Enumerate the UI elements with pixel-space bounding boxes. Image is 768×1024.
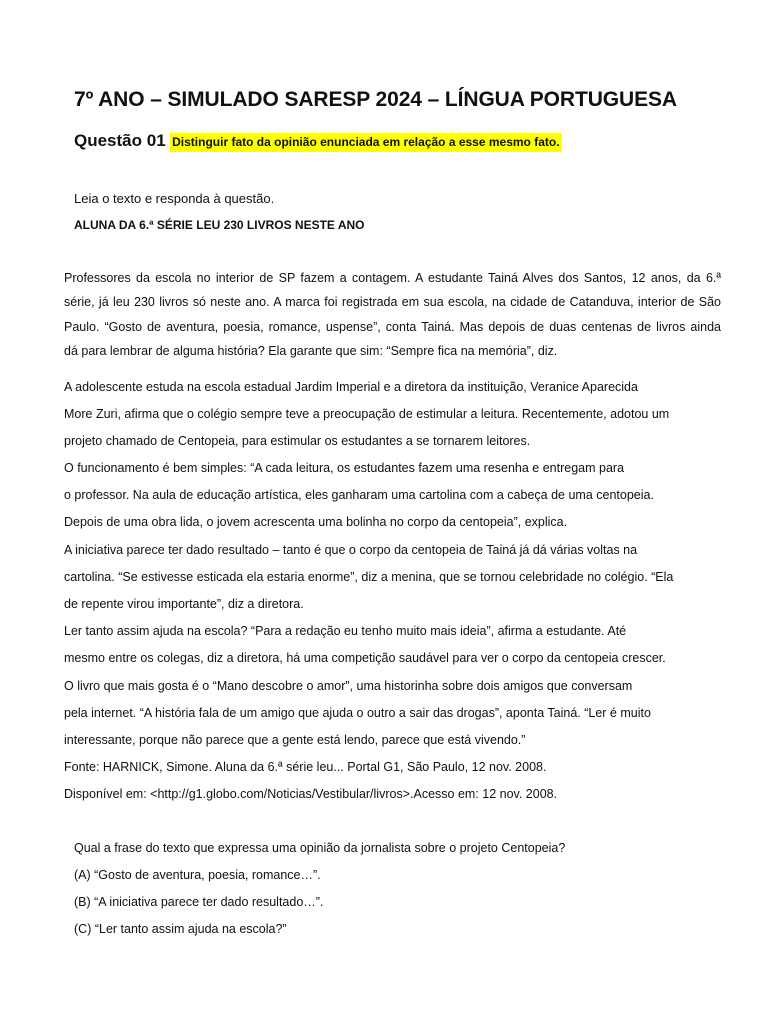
paragraph-line: Professores da escola no interior de SP fazem a contagem. A estudante Tainá Alves dos Santos, 12 anos, da 6.ª — [64, 271, 721, 285]
question-number: Questão 01 — [74, 131, 166, 150]
source-url: Disponível em: <http://g1.globo.com/Noticias/Vestibular/livros>.Acesso em: 12 nov. 2008. — [64, 787, 558, 801]
body-line: Ler tanto assim ajuda na escola? “Para a redação eu tenho muito mais ideia”, afirma a estudante. Até — [64, 624, 627, 638]
skill-highlight: Distinguir fato da opinião enunciada em relação a esse mesmo fato. — [170, 133, 561, 152]
body-line: interessante, porque não parece que a gente está lendo, parece que está vivendo.” — [64, 733, 526, 747]
body-line: Depois de uma obra lida, o jovem acrescenta uma bolinha no corpo da centopeia”, explica. — [64, 515, 568, 529]
page-title: 7º ANO – SIMULADO SARESP 2024 – LÍNGUA PORTUGUESA — [74, 88, 677, 111]
body-line: mesmo entre os colegas, diz a diretora, há uma competição saudável para ver o corpo da centopeia crescer. — [64, 651, 666, 665]
source-citation: Fonte: HARNICK, Simone. Aluna da 6.ª série leu... Portal G1, São Paulo, 12 nov. 2008. — [64, 760, 547, 774]
body-line: pela internet. “A história fala de um amigo que ajuda o outro a sair das drogas”, aponta Tainá. “Ler é muito — [64, 706, 651, 720]
body-line: More Zuri, afirma que o colégio sempre teve a preocupação de estimular a leitura. Recentemente, adotou um — [64, 407, 670, 421]
option-c: (C) “Ler tanto assim ajuda na escola?” — [74, 922, 287, 936]
instructions: Leia o texto e responda à questão. — [74, 191, 275, 206]
option-a: (A) “Gosto de aventura, poesia, romance…”. — [74, 868, 321, 882]
question-header — [74, 131, 562, 151]
body-line: o professor. Na aula de educação artística, eles ganharam uma cartolina com a cabeça de uma centopeia. — [64, 488, 654, 502]
body-line: O livro que mais gosta é o “Mano descobre o amor”, uma historinha sobre dois amigos que conversam — [64, 679, 633, 693]
body-line: de repente virou importante”, diz a diretora. — [64, 597, 304, 611]
body-line: A adolescente estuda na escola estadual Jardim Imperial e a diretora da instituição, Veranice Aparecida — [64, 380, 638, 394]
article-headline: ALUNA DA 6.ª SÉRIE LEU 230 LIVROS NESTE ANO — [74, 218, 365, 232]
body-line: cartolina. “Se estivesse esticada ela estaria enorme”, diz a menina, que se tornou celebridade no colégio. “Ela — [64, 570, 674, 584]
paragraph-line: dá para lembrar de alguma história? Ela garante que sim: “Sempre fica na memória”, diz. — [64, 344, 558, 358]
paragraph-line: Paulo. “Gosto de aventura, poesia, romance, uspense”, conta Tainá. Mas depois de duas centenas de livros ainda — [64, 320, 721, 334]
body-line: O funcionamento é bem simples: “A cada leitura, os estudantes fazem uma resenha e entregam para — [64, 461, 625, 475]
paragraph-line: série, já leu 230 livros só neste ano. A marca foi registrada em sua escola, na cidade de Catanduva, interior de São — [64, 295, 721, 309]
body-line: A iniciativa parece ter dado resultado – tanto é que o corpo da centopeia de Tainá já dá várias voltas na — [64, 543, 638, 557]
question-prompt: Qual a frase do texto que expressa uma opinião da jornalista sobre o projeto Centopeia? — [74, 841, 566, 855]
body-line: projeto chamado de Centopeia, para estimular os estudantes a se tornarem leitores. — [64, 434, 531, 448]
option-b: (B) “A iniciativa parece ter dado resultado…”. — [74, 895, 324, 909]
